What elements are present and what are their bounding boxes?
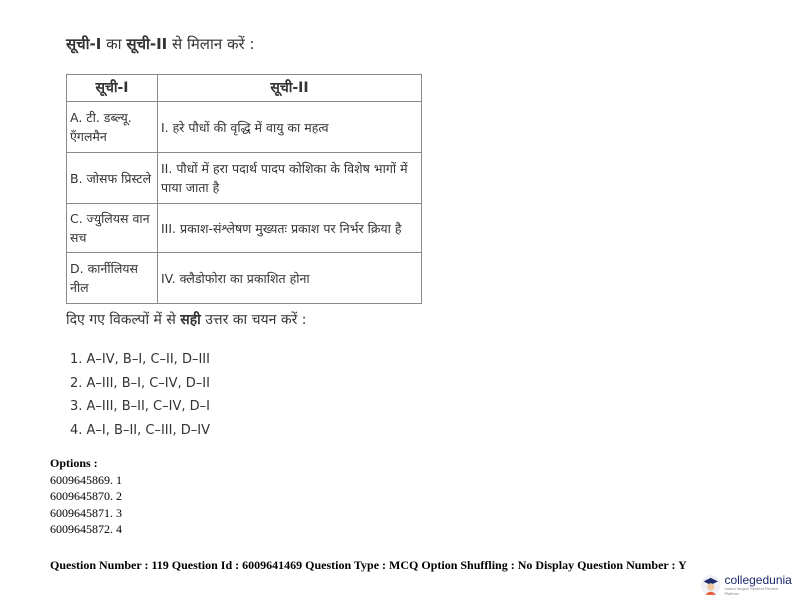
collegedunia-logo	[700, 574, 792, 596]
logo-name: collegedunia	[724, 573, 792, 587]
heading-action: से मिलान करें :	[167, 35, 255, 53]
answer-choice-2: 2. A–III, B–I, C–IV, D–II	[70, 375, 210, 391]
options-title: Options :	[50, 456, 98, 470]
heading-connector: का	[101, 35, 127, 53]
answer-choice-4: 4. A–I, B–II, C–III, D–IV	[70, 422, 210, 438]
table-cell-left: C. ज्युलियस वान सच	[67, 204, 158, 253]
table-row	[67, 153, 422, 204]
table-row	[67, 253, 422, 304]
table-cell-left: D. कार्नीलियस नील	[67, 253, 158, 304]
answer-choice-1: 1. A–IV, B–I, C–II, D–III	[70, 352, 210, 367]
question-meta: Question Number : 119 Question Id : 6009641469 Question Type : MCQ Option Shuffling : No Display Question Number : Y	[50, 558, 687, 572]
question-heading	[66, 34, 254, 54]
table-cell-right: II. पौधों में हरा पदार्थ पादप कोशिका के विशेष भागों में पाया जाता है	[158, 153, 422, 204]
instruction-bold: सही	[180, 312, 201, 328]
options-block	[50, 455, 122, 538]
answer-choices	[70, 348, 210, 442]
table-row	[67, 102, 422, 153]
heading-list1: सूची-I	[66, 35, 102, 53]
option-id-3: 6009645871. 3	[50, 505, 122, 520]
graduate-avatar-icon	[700, 574, 721, 596]
instruction-before: दिए गए विकल्पों में से	[66, 312, 181, 328]
answer-choice-3: 3. A–III, B–II, C–IV, D–I	[70, 399, 210, 414]
table-header-list2: सूची-II	[158, 75, 422, 102]
instruction-text	[66, 310, 306, 329]
option-id-1: 6009645869. 1	[50, 472, 122, 487]
table-cell-left: A. टी. डब्ल्यू. ऍंगलमैन	[67, 102, 158, 153]
option-id-2: 6009645870. 2	[50, 489, 122, 503]
option-id-4: 6009645872. 4	[50, 522, 122, 536]
table-header-row	[67, 75, 422, 102]
logo-tagline: India's largest Student Review Platform	[724, 586, 779, 596]
instruction-after: उत्तर का चयन करें :	[200, 312, 307, 328]
match-table	[66, 74, 422, 304]
logo-text	[724, 574, 792, 596]
table-cell-right: IV. क्लैडोफोरा का प्रकाशित होना	[158, 253, 422, 304]
table-row	[67, 204, 422, 253]
table-cell-left: B. जोसफ प्रिस्टले	[67, 153, 158, 204]
table-header-list1: सूची-I	[67, 75, 158, 102]
table-cell-right: I. हरे पौधों की वृद्धि में वायु का महत्व	[158, 102, 422, 153]
heading-list2: सूची-II	[126, 35, 168, 53]
table-cell-right: III. प्रकाश-संश्लेषण मुख्यतः प्रकाश पर निर्भर क्रिया है	[158, 204, 422, 253]
